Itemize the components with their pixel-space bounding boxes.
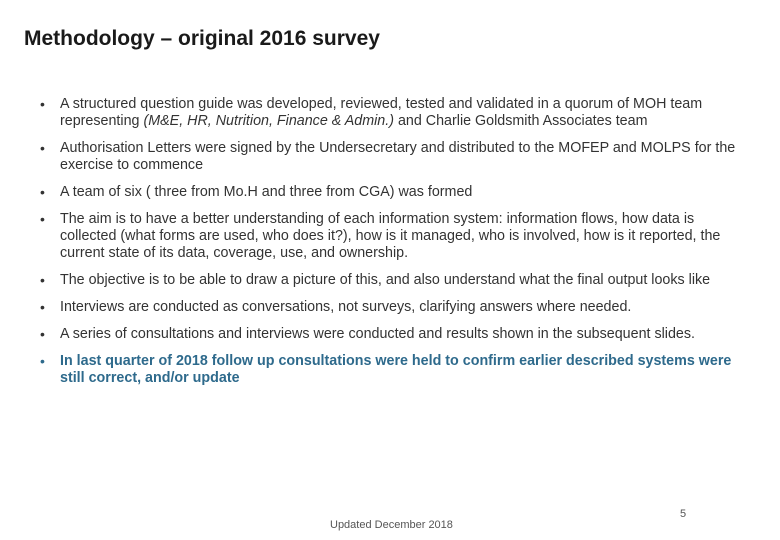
- page-number: 5: [680, 508, 687, 520]
- bullet-item: [40, 299, 746, 316]
- bullet-text: In last quarter of 2018 follow up consultations were held to confirm earlier described systems were still correct, and/or update: [60, 353, 732, 386]
- bullet-text: A team of six ( three from Mo.H and three from CGA) was formed: [60, 184, 473, 200]
- bullet-text: Interviews are conducted as conversations, not surveys, clarifying answers where needed.: [60, 299, 632, 315]
- bullet-icon: •: [40, 184, 45, 200]
- bullet-icon: •: [40, 353, 45, 369]
- bullet-text: A structured question guide was developed, reviewed, tested and validated in a quorum of MOH team representing: [60, 96, 703, 129]
- bullet-item: [40, 326, 746, 343]
- bullet-text: A series of consultations and interviews were conducted and results shown in the subsequent slides.: [60, 326, 695, 342]
- bullet-icon: •: [40, 140, 45, 156]
- slide-title: Methodology – original 2016 survey: [24, 27, 380, 50]
- bullet-text: The aim is to have a better understanding of each information system: information flows, how data is collected (what forms are used, who does it?), how is it managed, who is involved, how is it reported, the current state of its data, coverage, use, and ownership.: [60, 211, 721, 261]
- bullet-icon: •: [40, 326, 45, 342]
- bullet-icon: •: [40, 299, 45, 315]
- bullet-item: [40, 140, 746, 174]
- bullet-text-italic: (M&E, HR, Nutrition, Finance & Admin.): [143, 113, 394, 129]
- bullet-item: [40, 211, 746, 262]
- bullet-icon: •: [40, 211, 45, 227]
- bullet-item: [40, 96, 746, 130]
- bullet-list: [40, 96, 746, 397]
- bullet-item: [40, 272, 746, 289]
- bullet-text-continued: and Charlie Goldsmith Associates team: [393, 113, 648, 129]
- bullet-icon: •: [40, 272, 45, 288]
- bullet-text: Authorisation Letters were signed by the Undersecretary and distributed to the MOFEP and MOLPS for the exercise to commence: [60, 140, 736, 173]
- bullet-item: [40, 184, 746, 201]
- bullet-item-highlighted: [40, 353, 746, 387]
- bullet-text: The objective is to be able to draw a picture of this, and also understand what the final output looks like: [60, 272, 711, 288]
- footer-text: Updated December 2018: [330, 519, 453, 531]
- bullet-icon: •: [40, 96, 45, 112]
